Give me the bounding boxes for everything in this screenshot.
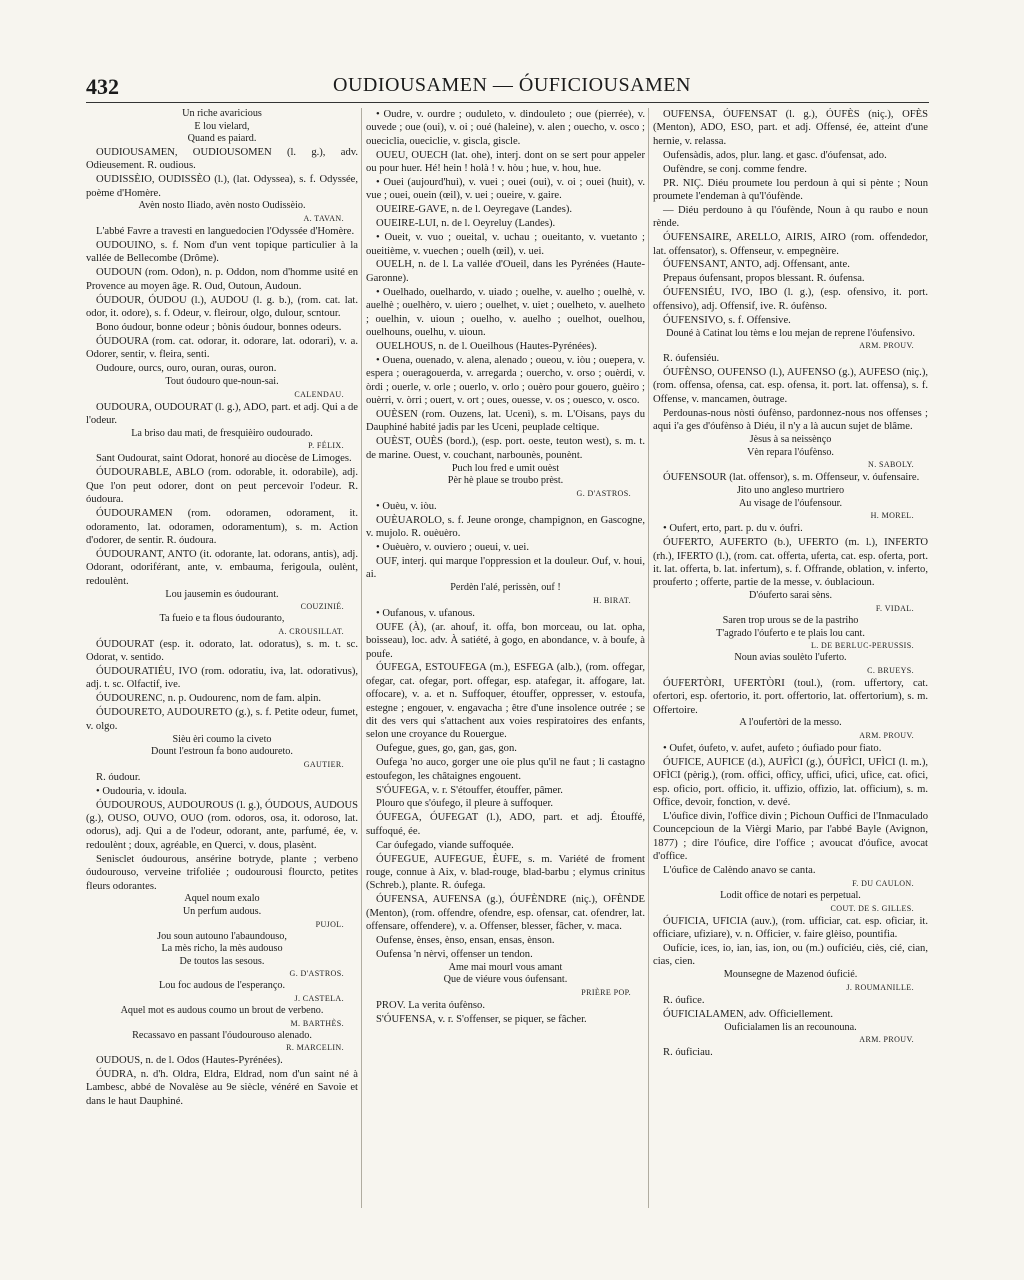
verse-quote: De toutos las sesous. [179, 955, 265, 967]
dictionary-entry: • Oudre, v. ourdre ; ouduleto, v. dindouleto ; oue (pierrée), v. ouvede ; oue (oui), v. oi ; oué (haleine), v. alen ; ouecho, v. osco ; oueciclia, oueciclie, v. giscla, giscle. [366, 109, 645, 147]
verse-quote: Perdèn l'alé, perissèn, ouf ! [450, 582, 561, 594]
dictionary-entry: — Diéu perdouno à qu l'óufènde, Noun à qu raubo e noun rènde. [653, 204, 928, 230]
verse-quote: Ta fueio e ta flous óudouranto, [159, 613, 285, 625]
verse-quote: Recassavo en passant l'óudourouso alenado. [132, 1029, 312, 1041]
verse-quote: Aquel noum exalo [184, 893, 260, 905]
dictionary-entry: OUDOUINO, s. f. Nom d'un vent topique particulier à la vallée de Bellecombe (Drôme). [86, 239, 358, 265]
dictionary-entry: Oufega 'no auco, gorger une oie plus qu'il ne faut ; li castagno estoufegon, les châtaignes engouent. [366, 757, 645, 782]
dictionary-entry: OUÈST, OUÈS (bord.), (esp. port. oeste, teuton west), s. m. t. de marine. Ouest, v. couchant, narbounès, pounènt. [366, 436, 645, 461]
dictionary-entry: ÓUFENSIVO, s. f. Offensive. [663, 314, 791, 326]
dictionary-entry: R. óufice. [663, 994, 705, 1006]
dictionary-entry: ÓUDOURATIÉU, IVO (rom. odoratiu, iva, lat. odorativus), adj. t. sc. Olfactif, ive. [86, 666, 358, 691]
dictionary-entry: OUÈUAROLO, s. f. Jeune oronge, champignon, en Gascogne, v. mujolo. R. ouèuèro. [366, 514, 645, 540]
dictionary-entry: L'abbé Favre a travesti en languedocien l'Odyssée d'Homère. [96, 226, 355, 237]
dictionary-entry: ÓUDOURETO, AUDOURETO (g.), s. f. Petite odeur, fumet, v. olgo. [86, 707, 358, 732]
verse-quote: La mès richo, la mès audouso [161, 943, 283, 955]
header-rule [86, 102, 929, 103]
quote-attribution: P. FÉLIX. [308, 441, 344, 451]
dictionary-entry: OUDOUS, n. de l. Odos (Hautes-Pyrénées). [96, 1055, 283, 1067]
dictionary-entry: ÓUFICE, AUFICE (d.), AUFÌCI (g.), ÓUFÌCI, UFÌCI (l. m.), OFÌCI (pèrig.), (rom. offici, officy, uffici, ufici, ufice, cat. ofici, esp. oficio, port. officio, it. uffizio, offizio, lat. officium), s. m. Office, devoir, fonction, v. devé. [653, 756, 928, 809]
quote-attribution: N. SABOLY. [868, 460, 914, 470]
dictionary-entry: Car óufegado, viande suffoquée. [376, 839, 514, 851]
quote-attribution: C. BRUEYS. [867, 665, 914, 675]
quote-attribution: F. VIDAL. [875, 603, 914, 613]
verse-quote: Jou soun autouno l'abaundouso, [157, 930, 287, 942]
dictionary-entry: • Oueit, v. vuo ; oueital, v. uchau ; oueitanto, v. vuetanto ; oueitième, v. vuechen ; ouelh (œil), v. uei. [366, 232, 645, 257]
verse-quote: Quand es paiard. [187, 133, 257, 145]
dictionary-entry: OUEIRE-GAVE, n. de l. Oeyregave (Landes). [376, 204, 573, 216]
dictionary-entry: Oufèndre, se conj. comme fendre. [663, 163, 807, 175]
dictionary-entry: Senisclet óudourous, ansérine botryde, plante ; verbeno óudourouso, verveine trifoliée ; oudourousi flourcto, petites fleurs odorantes. [86, 853, 358, 892]
dictionary-entry: Plouro que s'óufego, il pleure à suffoquer. [376, 798, 554, 810]
quote-attribution: ARM. PROUV. [859, 1035, 914, 1045]
dictionary-entry: • Oufanous, v. ufanous. [376, 607, 475, 619]
quote-attribution: J. CASTELA. [294, 993, 344, 1003]
verse-quote: Saren trop urous se de la pastriho [722, 614, 859, 626]
dictionary-entry: • Ouena, ouenado, v. alena, alenado ; oueou, v. iòu ; ouepera, v. espera ; oueragouerda, v. arregarda ; ouercho, v. orso ; ouèrdi, v. òrdi ; ouerle, v. orle ; ouerlo, v. orlo ; ouèro pour gouero, guèiro ; ouèrri, v. òrri ; ouert, v. ort ; oues, ouesse, v. os ; ouesco, v. osco. [366, 354, 645, 407]
verse-quote: Au visage de l'óufensour. [738, 497, 843, 509]
dictionary-entry: OUEIRE-LUI, n. de l. Oeyreluy (Landes). [376, 218, 556, 230]
dictionary-entry: OUDOUN (rom. Odon), n. p. Oddon, nom d'homme usité en Provence au moyen âge. R. Oud, Outoun, Audoun. [86, 267, 358, 292]
column-left [86, 108, 358, 1208]
dictionary-entry: ÓUDOURANT, ANTO (it. odorante, lat. odorans, antis), adj. Odorant, odoriférant, ante, v. embauma, ferigoula, oulènt, redoulènt. [86, 548, 358, 587]
entry-columns [86, 108, 929, 1208]
dictionary-entry: OUFE (À), (ar. ahouf, it. offa, bon morceau, ou lat. opha, boisseau), loc. adv. À satiété, à gogo, en abondance, v. à boufe, à poufe. [366, 621, 645, 660]
dictionary-entry: ÓUDOURABLE, ABLO (rom. odorable, it. odorabile), adj. Que l'on peut odorer, dont on peut percevoir l'odeur. R. óudoura. [86, 467, 358, 506]
verse-quote: Ouficialamen lis an recounouna. [724, 1021, 857, 1033]
dictionary-entry: • Ouèuèro, v. ouviero ; oueui, v. uei. [376, 541, 529, 553]
dictionary-entry: S'ÓUFENSA, v. r. S'offenser, se piquer, se fâcher. [376, 1013, 587, 1025]
dictionary-entry: • Oudouria, v. idoula. [96, 785, 187, 797]
dictionary-entry: ÓUDOURAMEN (rom. odoramen, odorament, it. odoramento, lat. odoramen, odoramentum), s. m. Action d'odorer, de sentir. R. óudoura. [86, 508, 358, 546]
dictionary-entry: Oufense, ènses, ènso, ensan, ensas, ènson. [376, 935, 555, 947]
verse-quote: Noun avias soulèto l'uferto. [734, 652, 847, 664]
verse-quote: Douné à Catinat lou tèms e lou mejan de reprene l'óufensivo. [666, 327, 915, 339]
dictionary-entry: OUFENSA, ÓUFENSAT (l. g.), ÓUFÈS (niç.), OFÈS (Menton), ADO, ESO, part. et adj. Offensé, ée, atteint d'une hernie, v. relassa. [653, 109, 928, 147]
dictionary-entry: OUELH, n. de l. La vallée d'Oueil, dans les Pyrénées (Haute-Garonne). [366, 259, 645, 284]
verse-quote: Avèn nosto Iliado, avèn nosto Oudissèio. [138, 200, 306, 212]
verse-quote: Sièu èri coumo la civeto [172, 733, 272, 745]
dictionary-entry: • Ouei (aujourd'hui), v. vuei ; ouei (oui), v. oi ; ouei (huit), v. vue ; ouei, ouein (œil), v. uei ; oueire, v. gaire. [366, 177, 645, 202]
dictionary-entry: ÓUFENSA, AUFENSA (g.), ÓUFÈNDRE (niç.), OFÈNDE (Menton), (rom. offendre, ofendre, esp. ofensar, cat. ofendrer, lat. offensare, offendere), v. a. Offenser, blesser, fâcher, v. maca. [366, 894, 645, 933]
quote-attribution: A. TAVAN. [303, 214, 344, 223]
quote-attribution: H. MOREL. [870, 511, 914, 521]
dictionary-entry: ÓUFÈNSO, OUFENSO (l.), AUFENSO (g.), AUFESO (niç.), (rom. offensa, ofensa, cat. esp. ofensa, it. port. lat. offensa), s. f. Offense, v. mancamen, òutrage. [653, 367, 928, 405]
verse-quote: Que de viéure vous óufensant. [443, 974, 568, 986]
verse-quote: Aquel mot es audous coumo un brout de verbeno. [120, 1004, 324, 1016]
verse-quote: Dount l'estroun fa bono audoureto. [151, 746, 293, 758]
dictionary-entry: OUÈSEN (rom. Ouzens, lat. Ucenì), s. m. L'Oisans, pays du Dauphiné habité jadis par les Uceni, peuplade celtique. [366, 408, 645, 434]
dictionary-entry: Oufensàdis, ados, plur. lang. et gasc. d'óufensat, ado. [663, 149, 887, 161]
dictionary-entry: PROV. La verita óufènso. [376, 1000, 485, 1012]
dictionary-entry: • Ouelhado, ouelhardo, v. uiado ; ouelhe, v. auelho ; ouelhè, v. auelhè ; ouelhèro, v. uiero ; ouelhet, v. uiet ; ouelheto, v. auelheto ; ouelhin, v. uioun ; ouelho, v. auelho ; ouelhot, ouelhou, ouelhouns, ouelhu, v. uioun. [366, 286, 645, 338]
verse-quote: Un riche avaricious [182, 108, 262, 119]
dictionary-entry: • Oufet, óufeto, v. aufet, aufeto ; óufiado pour fiato. [663, 743, 882, 755]
dictionary-entry: ÓUFENSOUR (lat. offensor), s. m. Offenseur, v. óufensaire. [663, 472, 920, 484]
dictionary-entry: ÓUDRA, n. d'h. Oldra, Eldra, Eldrad, nom d'un saint né à Lambesc, abbé de Novalèse au 9e siècle, vénéré en Savoie et dans le haut Dauphiné. [86, 1069, 358, 1107]
dictionary-entry: ÓUFICIA, UFICIA (auv.), (rom. ufficiar, cat. esp. oficiar, it. officiare, ufiziare), v. n. Officier, v. faire glèiso, pountifia. [653, 915, 928, 941]
column-right [648, 108, 928, 1208]
verse-quote: A l'oufertòri de la messo. [739, 717, 842, 729]
verse-quote: Ame mai mourl vous amant [448, 961, 563, 973]
quote-attribution: M. BARTHÈS. [290, 1018, 344, 1028]
dictionary-entry: ÓUFENSANT, ANTO, adj. Offensant, ante. [663, 259, 850, 271]
dictionary-entry: R. óufensiéu. [663, 353, 720, 365]
dictionary-entry: ÓUFERTO, AUFERTO (b.), UFERTO (m. l.), INFERTO (rh.), IFERTO (l.), (rom. cat. offerta, uferta, cat. esp. oferta, port. it. lat. offerta, b. lat. infertum), s. f. Offrande, oblation, v. inferto, prouferto ; offerte, partie de la messe, v. óublacioun. [653, 537, 928, 589]
quote-attribution: G. D'ASTROS. [576, 488, 631, 498]
running-title: OUDIOUSAMEN — ÓUFICIOUSAMEN [333, 74, 691, 96]
dictionary-entry: Oufegue, gues, go, gan, gas, gon. [376, 743, 517, 755]
page-number: 432 [86, 74, 119, 99]
dictionary-entry: PR. NIÇ. Diéu proumete lou perdoun à qui si pènte ; Noun proumete l'endeman à qu'l'óufènde. [653, 177, 928, 202]
dictionary-entry: Sant Oudourat, saint Odorat, honoré au diocèse de Limoges. [96, 453, 352, 465]
quote-attribution: A. CROUSILLAT. [278, 626, 344, 636]
dictionary-entry: L'óufice de Calèndo anavo se canta. [663, 865, 816, 877]
verse-quote: D'óuferto sarai sèns. [748, 590, 833, 602]
dictionary-entry: ÓUFERTÒRI, UFERTÒRI (toul.), (rom. uffertory, cat. ofertori, esp. ofertorio, it. port. offertorio, lat. offertorium), s. m. Offertoire. [653, 677, 928, 716]
verse-quote: T'agrado l'óuferto e te plais lou cant. [716, 627, 865, 639]
quote-attribution: CALENDAU. [294, 389, 344, 399]
dictionary-entry: ÓUDOUROUS, AUDOUROUS (l. g.), ÓUDOUS, AUDOUS (g.), OUSO, OUVO, OUO (rom. odoros, osa, it. odoroso, lat. odorus), adj. Qui a de l'odeur, odorant, ante, parfumé, ée, v. redoulènt ; doux, agréable, en Querci, v. dous, plasènt. [86, 799, 358, 851]
dictionary-entry: OUDISSÈIO, OUDISSÈO (l.), (lat. Odyssea), s. f. Odyssée, poème d'Homère. [86, 174, 358, 199]
quote-attribution: GAUTIER. [303, 759, 344, 769]
dictionary-entry: • Oufert, erto, part. p. du v. óufri. [663, 523, 803, 535]
quote-attribution: L. DE BERLUC-PERUSSIS. [810, 641, 914, 651]
quote-attribution: PUJOL. [315, 919, 344, 929]
dictionary-entry: L'óufice divin, l'office divin ; Pichoun Ouffici de l'Inmaculado Councepcioun de la Vièrgi Mario, par l'abbé Bayle (Avignon, 1877) ; dire l'óufice, dire l'office ; avoucat d'óufice, avocat d'office. [653, 811, 928, 863]
quote-attribution: ARM. PROUV. [859, 341, 914, 351]
verse-quote: Mounsegne de Mazenod óuficié. [723, 969, 858, 981]
dictionary-entry: Oufensa 'n nèrvi, offenser un tendon. [376, 948, 533, 960]
dictionary-entry: ÓUDOUR, ÓUDOU (l.), AUDOU (l. g. b.), (rom. cat. lat. odor, it. odore), s. f. Odeur, v. fleirour, olgo, dulour, scntour. [86, 294, 358, 319]
dictionary-entry: ÓUDOURA (rom. cat. odorar, it. odorare, lat. odorari), v. a. Odorer, sentir, v. fleira, senti. [86, 335, 358, 361]
quote-attribution: G. D'ASTROS. [289, 969, 344, 979]
quote-attribution: R. MARCELIN. [286, 1043, 344, 1053]
dictionary-entry: Prepaus óufensant, propos blessant. R. óufensa. [663, 273, 865, 285]
verse-quote: Un perfum audous. [182, 906, 262, 917]
verse-quote: Puch lou fred e umit ouèst [451, 462, 560, 474]
dictionary-entry: ÓUFENSAIRE, ARELLO, AIRIS, AIRO (rom. offendedor, lat. offensator), s. Offenseur, v. empegnèire. [653, 232, 928, 257]
dictionary-entry: OUDIOUSAMEN, OUDIOUSOMEN (l. g.), adv. Odieusement. R. oudious. [86, 146, 358, 172]
quote-attribution: F. DU CAULON. [852, 879, 914, 889]
dictionary-entry: • Ouèu, v. iòu. [376, 500, 437, 512]
dictionary-entry: OUELHOUS, n. de l. Oueilhous (Hautes-Pyrénées). [376, 340, 597, 352]
dictionary-entry: Oufície, ices, io, ian, ias, ion, ou (m.) oufíciéu, ciès, cié, cian, cias, cien. [653, 943, 928, 968]
dictionary-entry: R. óudour. [96, 771, 141, 783]
dictionary-entry: OUDOURA, OUDOURAT (l. g.), ADO, part. et adj. Qui a de l'odeur. [86, 401, 358, 426]
quote-attribution: J. ROUMANILLE. [846, 982, 914, 992]
dictionary-entry: ÓUFEGA, ÓUFEGAT (l.), ADO, part. et adj. Étouffé, suffoqué, ée. [366, 812, 645, 837]
verse-quote: E lou vielard, [194, 120, 250, 132]
verse-quote: Lou foc audous de l'esperanço. [158, 980, 286, 992]
dictionary-entry: R. óuficiau. [663, 1047, 713, 1059]
dictionary-entry: OUF, interj. qui marque l'oppression et la douleur. Ouf, v. houi, ai. [366, 555, 645, 581]
verse-quote: Pèr hè plaue se troubo prèst. [447, 475, 564, 487]
quote-attribution: PRIÈRE POP. [581, 988, 631, 998]
dictionary-entry: ÓUDOURENC, n. p. Oudourenc, nom de fam. alpin. [96, 693, 322, 705]
verse-quote: Lodit office de notari es perpetual. [720, 890, 861, 902]
dictionary-entry: Bono óudour, bonne odeur ; bònis óudour, bonnes odeurs. [96, 321, 342, 333]
dictionary-entry: S'ÓUFEGA, v. r. S'étouffer, étouffer, pâmer. [376, 784, 563, 796]
dictionary-entry: ÓUFICIALAMEN, adv. Officiellement. [663, 1008, 834, 1020]
quote-attribution: H. BIRAT. [593, 595, 631, 605]
quote-attribution: COUT. DE S. GILLES. [830, 903, 914, 913]
dictionary-entry: ÓUFENSIÉU, IVO, IBO (l. g.), (esp. ofensivo, it. port. offensivo), adj. Offensif, ive. R. óufènso. [653, 287, 928, 312]
verse-quote: Jèsus à sa neissènço [749, 434, 832, 446]
dictionary-entry: OUEU, OUECH (lat. ohe), interj. dont on se sert pour appeler ou pour huer. Hé! hein ! holà ! v. hòu ; hue, v. hou, hue. [366, 149, 645, 175]
dictionary-entry: ÓUFEGUE, AUFEGUE, ÈUFE, s. m. Variété de froment rouge, connue à Aix, v. blad-rouge, blad-barbu ; elymus crinitus (Schreb.), plante. R. óufega. [366, 853, 645, 892]
dictionary-entry: ÓUFEGA, ESTOUFEGA (m.), ESFEGA (alb.), (rom. offegar, ofegar, cat. ofegar, port. offegar, esp. atafegar, it. affogare, lat. offocare), v. a. et n. Suffoquer, étouffer, oppresser, v. estoufa, estegne ; engouer, v. engavacha ; être d'une insolence outrée ; se dit des vers qui s'attachent aux voies respiratoires des enfants, selon une croyance du Rouergue. [366, 662, 645, 741]
quote-attribution: ARM. PROUV. [859, 731, 914, 741]
dictionary-entry: ÓUDOURAT (esp. it. odorato, lat. odoratus), s. m. t. sc. Odorat, v. sentido. [86, 638, 358, 664]
verse-quote: Jito uno angleso murtriero [736, 485, 845, 497]
verse-quote: Vèn repara l'óufènso. [747, 446, 834, 458]
column-middle [361, 108, 645, 1208]
dictionary-entry: Perdounas-nous nòsti óufènso, pardonnez-nous nos offenses ; aqui i'a ges d'óufènso à Diéu, il n'y a là aucun sujet de blâme. [653, 407, 928, 433]
verse-quote: Lou jausemin es óudourant. [165, 588, 279, 600]
verse-quote: La briso dau mati, de fresquièiro oudourado. [131, 427, 313, 439]
verse-quote: Tout óudouro que-noun-sai. [165, 375, 279, 387]
quote-attribution: COUZINIÉ. [300, 602, 344, 612]
dictionary-entry: Oudoure, ourcs, ouro, ouran, ouras, ouron. [96, 363, 277, 375]
